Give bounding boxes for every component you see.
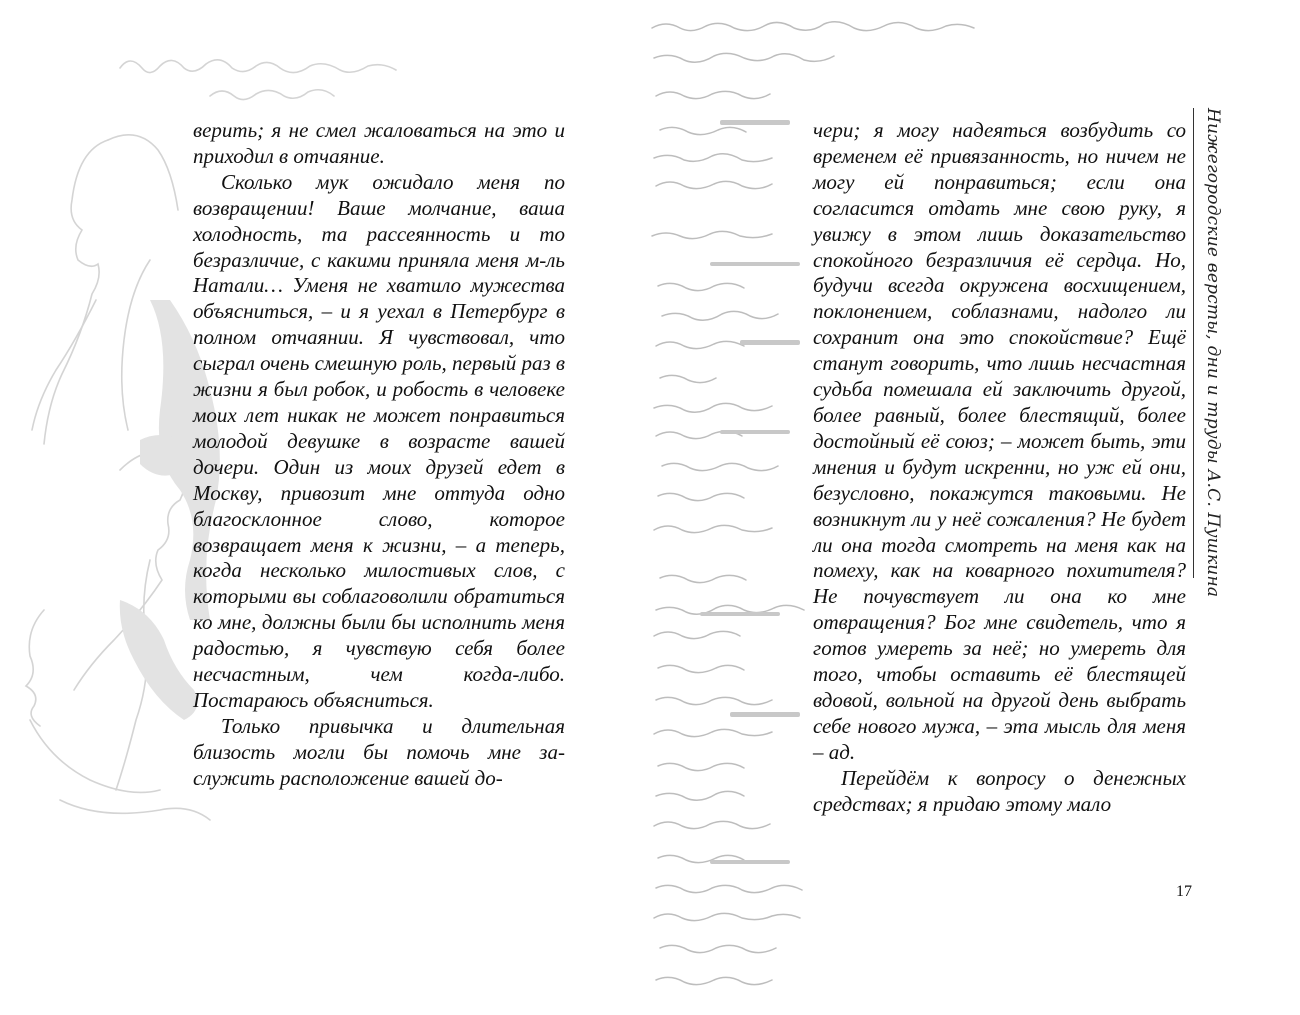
- page-number: 17: [1176, 883, 1192, 900]
- paragraph: верить; я не смел жаловаться на это и приходил в отчаяние.: [193, 118, 565, 168]
- right-text-column: [813, 118, 1186, 817]
- running-head: Нижегородские версты, дни и труды А.С. Пушкина: [1203, 108, 1223, 598]
- paragraph: чери; я могу надеяться возбудить со временем её привязанность, но ничем не могу ей понравиться; если она согласится отдать мне свою руку, я увижу в этом лишь доказательство спокойного безразличия её сердца. Но, будучи всегда окружена восхищением, поклонением, соблазнами, надолго ли сохранит она это спокойствие? Ещё станут говорить, что лишь несчастная судьба помешала ей заключить другой, более равный, более блестящий, более достойный её союз; – может быть, эти мнения и будут искренни, но уж ей они, безусловно, покажутся таковыми. Не возникнут ли у неё сожаления? Не будет ли она тогда смотреть на меня как на помеху, как на коварного похитителя? Не почувствует ли она ко мне отвращения? Бог мне свидетель, что я готов умереть за неё; но умереть для того, чтобы оставить её блестящей вдовой, вольной на другой день выбрать себе нового мужа, – эта мысль для меня – ад.: [813, 118, 1186, 764]
- paragraph: Только привычка и длительная близость могли бы помочь мне заслужить расположение вашей до-: [193, 713, 565, 790]
- left-text-column: [193, 118, 565, 792]
- paragraph: Перейдём к вопросу о денежных средствах; я придаю этому мало: [813, 765, 1186, 816]
- paragraph: Сколько мук ожидало меня по возвращении! Ваше молчание, ваша холодность, та рассеянность и то безразличие, с какими приняла меня м-ль Натали… Уменя не хватило мужества объясниться, – и я уехал в Петербург в полном отчаянии. Я чувствовал, что сыграл очень смешную роль, первый раз в жизни я был робок, и робость в человеке моих лет никак не может понравиться молодой девушке в возрасте вашей дочери. Один из моих друзей едет в Москву, привозит мне оттуда одно благосклонное слово, которое возвращает меня к жизни, – а теперь, когда несколько милостивых слов, с которыми вы соблаговолили обратиться ко мне, должны были бы исполнить меня радостью, я чувствую себя более несчастным, чем когда-либо. Постараюсь объясниться.: [193, 169, 566, 712]
- running-head-rule: [1193, 108, 1194, 578]
